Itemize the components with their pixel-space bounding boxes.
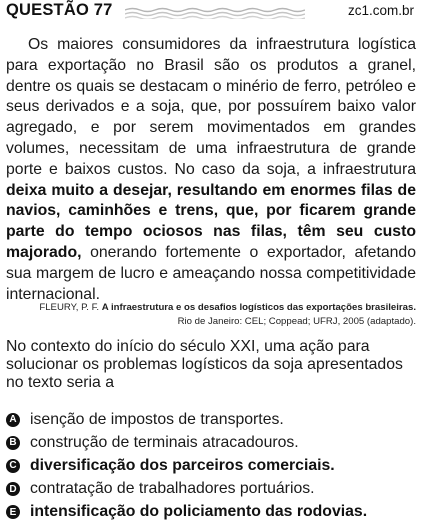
citation-author: FLEURY, P. F. xyxy=(39,302,100,313)
citation-line xyxy=(6,301,416,315)
option-a[interactable] xyxy=(6,408,418,431)
passage-conclusion: onerando fortemente o exportador, afetando sua margem de lucro e ameaçando nossa competitividade internacional. xyxy=(6,243,416,303)
question-stem: No contexto do início do século XXI, uma ação para solucionar os problemas logísticos da soja apresentados no texto seria a xyxy=(6,338,403,391)
passage-intro: Os maiores consumidores da infraestrutura logística para exportação no Brasil são os produtos a granel, dentre os quais se destacam o minério de ferro, petróleo e seus derivados e a soja, que, por possuírem baixo valor agregado, e por serem movimentados em grandes volumes, necessitam de uma infraestrutura de grande porte e baixos custos. No caso da soja, a infraestrutura xyxy=(6,36,416,178)
passage-emphasis: deixa muito a desejar, resultando em enormes filas de navios, caminhões e trens, que, por ficarem grande parte do tempo ociosos nas filas, têm seu custo majorado, xyxy=(6,181,416,261)
option-text: contratação de trabalhadores portuários. xyxy=(30,480,315,498)
site-watermark: zc1.com.br xyxy=(347,3,414,18)
option-text: construção de terminais atracadouros. xyxy=(30,433,299,451)
option-text: isenção de impostos de transportes. xyxy=(30,410,284,428)
option-text: diversificação dos parceiros comerciais. xyxy=(30,456,335,474)
citation-publication: Rio de Janeiro: CEL; Coppead; UFRJ, 2005 (adaptado). xyxy=(177,316,416,327)
option-letter-badge: C xyxy=(6,459,20,473)
decorative-wave-divider xyxy=(125,7,305,19)
question-header xyxy=(6,1,418,23)
question-number: QUESTÃO 77 xyxy=(6,1,113,19)
option-letter-badge: A xyxy=(6,413,20,427)
option-letter-badge: B xyxy=(6,436,20,450)
citation-title: A infraestrutura e os desafios logísticos das exportações brasileiras. xyxy=(101,302,416,313)
answer-options xyxy=(6,408,418,524)
option-text: intensificação do policiamento das rodovias. xyxy=(30,503,368,521)
option-c[interactable] xyxy=(6,454,418,477)
option-b[interactable] xyxy=(6,431,418,454)
source-citation xyxy=(6,301,416,329)
option-letter-badge: D xyxy=(6,482,20,496)
option-d[interactable] xyxy=(6,478,418,501)
option-letter-badge: E xyxy=(6,505,20,519)
passage-text xyxy=(6,35,416,305)
option-e[interactable] xyxy=(6,501,418,524)
